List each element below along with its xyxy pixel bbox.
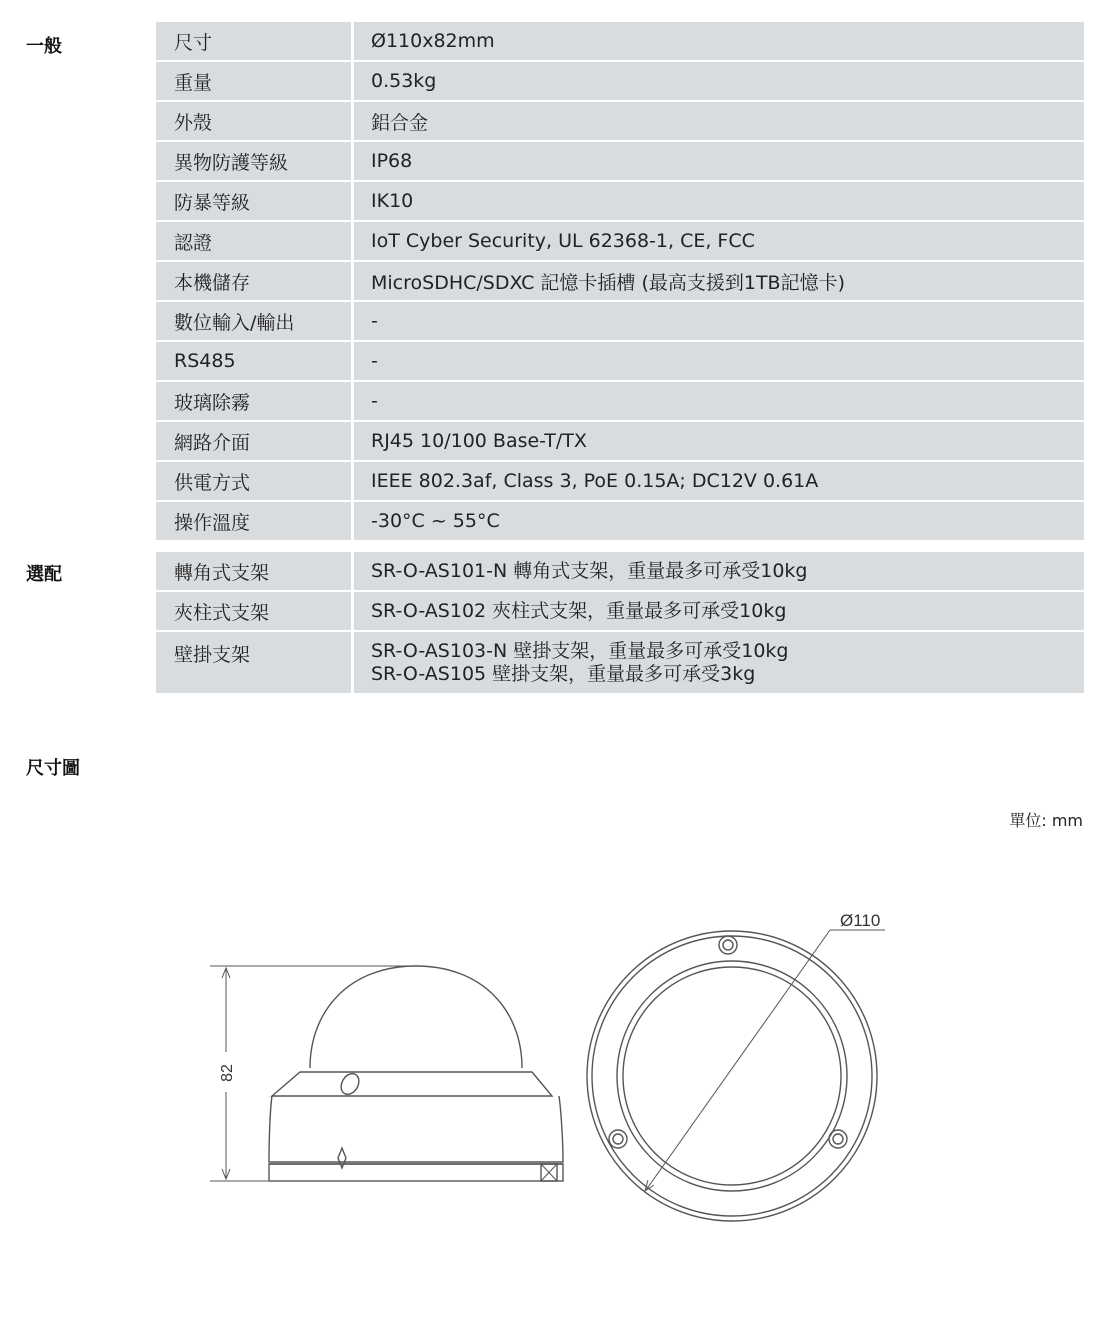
section-title-general: 一般 — [26, 36, 62, 57]
spec-label: 本機儲存 — [156, 262, 351, 300]
spec-value-line: SR-O-AS102 夾柱式支架，重量最多可承受10kg — [371, 599, 787, 622]
spec-value-line: SR-O-AS105 壁掛支架，重量最多可承受3kg — [371, 663, 756, 685]
spec-value: IP68 — [354, 142, 1084, 180]
spec-value: 鋁合金 — [354, 102, 1084, 140]
spec-label: 轉角式支架 — [156, 552, 351, 590]
spec-value: MicroSDHC/SDXC 記憶卡插槽 (最高支援到1TB記憶卡) — [354, 262, 1084, 300]
side-view-drawing — [210, 966, 563, 1181]
spec-label: 重量 — [156, 62, 351, 100]
spec-label: 認證 — [156, 222, 351, 260]
spec-value: IoT Cyber Security, UL 62368-1, CE, FCC — [354, 222, 1084, 260]
spec-value: - — [354, 342, 1084, 380]
spec-value: IEEE 802.3af, Class 3, PoE 0.15A; DC12V 0.61A — [354, 462, 1084, 500]
spec-label: 異物防護等級 — [156, 142, 351, 180]
spec-label: 供電方式 — [156, 462, 351, 500]
top-view-drawing — [587, 930, 885, 1221]
spec-label: 數位輸入/輸出 — [156, 302, 351, 340]
spec-label: 外殼 — [156, 102, 351, 140]
spec-label: 玻璃除霧 — [156, 382, 351, 420]
height-dimension-label: 82 — [219, 1064, 236, 1082]
spec-value-line: SR-O-AS103-N 壁掛支架，重量最多可承受10kg — [371, 640, 789, 662]
spec-value: - — [354, 302, 1084, 340]
spec-value-line: SR-O-AS101-N 轉角式支架，重量最多可承受10kg — [371, 559, 808, 582]
spec-value: - — [354, 382, 1084, 420]
spec-label: 尺寸 — [156, 22, 351, 60]
spec-label: 防暴等級 — [156, 182, 351, 220]
spec-value: -30°C ~ 55°C — [354, 502, 1084, 540]
spec-label: 壁掛支架 — [156, 632, 351, 693]
spec-value: RJ45 10/100 Base-T/TX — [354, 422, 1084, 460]
spec-label: 操作溫度 — [156, 502, 351, 540]
spec-label: 網路介面 — [156, 422, 351, 460]
spec-label: 夾柱式支架 — [156, 592, 351, 630]
section-title-options: 選配 — [26, 564, 62, 585]
spec-value: Ø110x82mm — [354, 22, 1084, 60]
unit-label: 單位: mm — [1009, 811, 1083, 830]
spec-value: 0.53kg — [354, 62, 1084, 100]
spec-value: IK10 — [354, 182, 1084, 220]
spec-label: RS485 — [156, 342, 351, 380]
section-title-dimensions: 尺寸圖 — [26, 758, 80, 779]
diameter-label: Ø110 — [840, 911, 881, 930]
